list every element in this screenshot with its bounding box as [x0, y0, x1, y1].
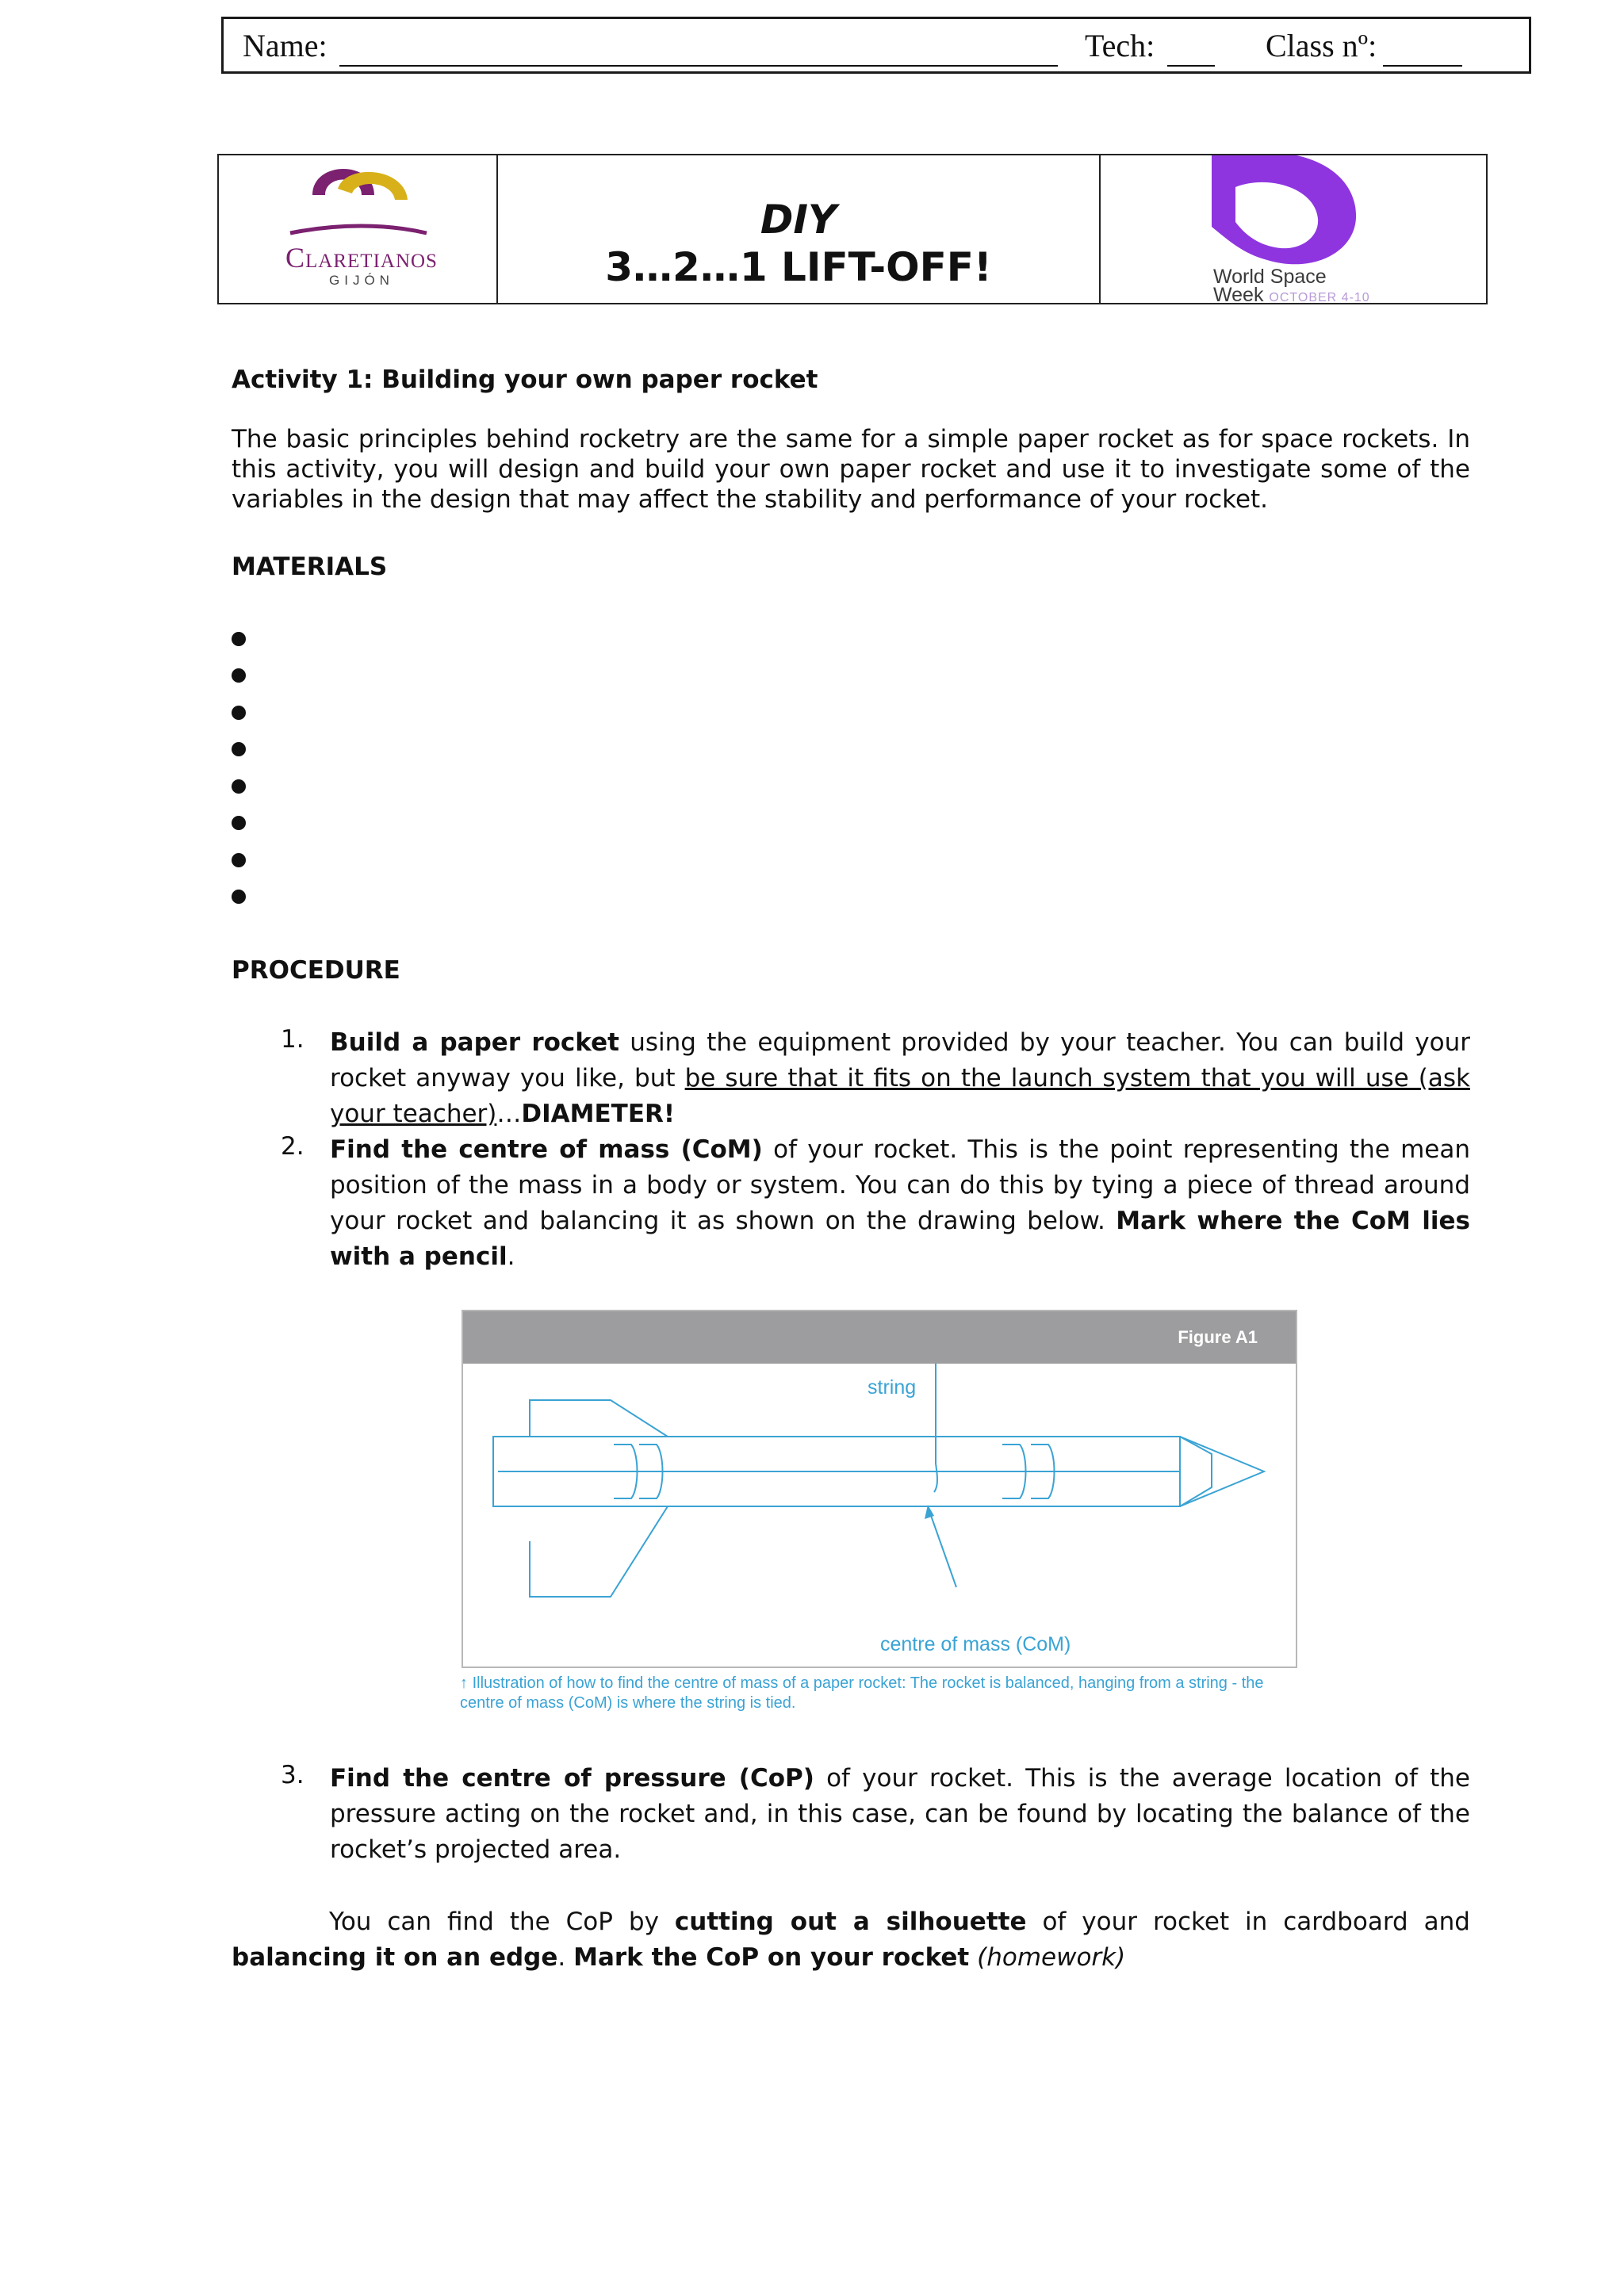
materials-bullet	[232, 668, 246, 683]
tech-field-line[interactable]	[1167, 65, 1215, 67]
cop-paragraph	[232, 1904, 1470, 1976]
step1-underlined: be sure that it fits on the launch system that you will use (ask your teacher)	[330, 1064, 1470, 1128]
figure-a1	[462, 1310, 1297, 1668]
title-cell	[498, 155, 1101, 303]
step3-text1: of your rocket. This is the average location of the pressure acting on the rocket and, in this case, can be found by locating the balance of the rocket’s projected area.	[330, 1764, 1470, 1864]
world-space-week-icon	[1212, 155, 1370, 266]
student-info-box	[221, 17, 1531, 74]
figure-label: Figure A1	[1178, 1327, 1258, 1347]
step1-text	[330, 1025, 1470, 1132]
caption-text: Illustration of how to find the centre of mass of a paper rocket: The rocket is balanced, hanging from a string - the centre of mass (CoM) is where the string is tied.	[460, 1674, 1264, 1712]
page-title-line1: DIY	[760, 197, 837, 243]
cop-t3: .	[557, 1943, 574, 1972]
claretianos-logo	[219, 155, 498, 303]
wsw-line1: World Space	[1213, 266, 1327, 288]
materials-bullet	[232, 779, 246, 794]
step2-bold2: Mark where the CoM lies with a pencil	[330, 1207, 1470, 1271]
claretianos-name: Claretianos	[285, 242, 438, 274]
step3-text	[330, 1761, 1470, 1868]
string-line	[934, 1364, 937, 1492]
cop-t1: You can find the CoP by	[329, 1908, 675, 1936]
cop-b3: Mark the CoP on your rocket	[573, 1943, 970, 1972]
cop-b1: cutting out a silhouette	[674, 1908, 1027, 1936]
step3-number: 3.	[281, 1761, 304, 1789]
materials-bullet	[232, 706, 246, 720]
claretianos-city: GIJÓN	[329, 273, 394, 288]
world-space-week-logo	[1101, 155, 1486, 306]
wsw-line2-row	[1213, 286, 1370, 307]
header-table	[217, 154, 1488, 304]
rocket-nose-cone	[1180, 1437, 1264, 1506]
com-label: centre of mass (CoM)	[880, 1633, 1071, 1655]
world-space-week-text	[1213, 268, 1370, 307]
materials-bullet	[232, 816, 246, 830]
wsw-line2: Week	[1213, 284, 1264, 306]
activity-heading: Activity 1: Building your own paper rocket	[232, 365, 818, 394]
step2-end: .	[507, 1242, 515, 1271]
step2-text1: of your rocket. This is the point representing the mean position of the mass in a body or system. You can do this by tying a piece of thread around your rocket and balancing it as shown on the drawing below.	[330, 1135, 1470, 1235]
tech-label: Tech:	[1085, 28, 1155, 63]
string-label: string	[868, 1376, 917, 1399]
cop-t2: of your rocket in cardboard and	[1026, 1908, 1470, 1936]
procedure-heading: PROCEDURE	[232, 956, 400, 985]
materials-bullet	[232, 632, 246, 646]
materials-bullet	[232, 742, 246, 756]
page-title-line2: 3…2…1 LIFT-OFF!	[605, 244, 992, 290]
figure-caption	[460, 1674, 1300, 1713]
cop-i1: (homework)	[977, 1943, 1126, 1972]
cop-t4	[969, 1943, 977, 1972]
step1-ellipsis: …	[496, 1100, 522, 1128]
wsw-dates: OCTOBER 4-10	[1269, 291, 1370, 304]
step3-bold: Find the centre of pressure (CoP)	[330, 1764, 814, 1793]
class-label: Class nº:	[1266, 28, 1377, 63]
caption-arrow-icon: ↑	[460, 1674, 468, 1692]
cop-b2: balancing it on an edge	[232, 1943, 558, 1972]
name-field-line[interactable]	[339, 65, 1058, 67]
step1-bold2: DIAMETER!	[521, 1100, 676, 1128]
materials-heading: MATERIALS	[232, 553, 388, 581]
step2-bold: Find the centre of mass (CoM)	[330, 1135, 763, 1164]
step2-number: 2.	[281, 1132, 304, 1161]
materials-bullet	[232, 853, 246, 867]
class-field-line[interactable]	[1383, 65, 1462, 67]
rocket-bottom-fin	[530, 1506, 668, 1597]
com-arrow-line	[929, 1511, 956, 1587]
materials-bullet	[232, 890, 246, 904]
step1-bold: Build a paper rocket	[330, 1028, 619, 1057]
activity-intro: The basic principles behind rocketry are the same for a simple paper rocket as for space rockets. In this activity, you will design and build your own paper rocket and use it to investigate some of the variables in the design that may affect the stability and performance of your rocket.	[232, 425, 1470, 514]
step1-number: 1.	[281, 1025, 304, 1054]
step2-text	[330, 1132, 1470, 1275]
rocket-diagram	[463, 1311, 1296, 1667]
name-label: Name:	[243, 28, 327, 63]
step1-text1: using the equipment provided by your teacher. You can build your rocket anyway you like, but	[330, 1028, 1470, 1093]
rocket-top-fin	[530, 1400, 668, 1437]
